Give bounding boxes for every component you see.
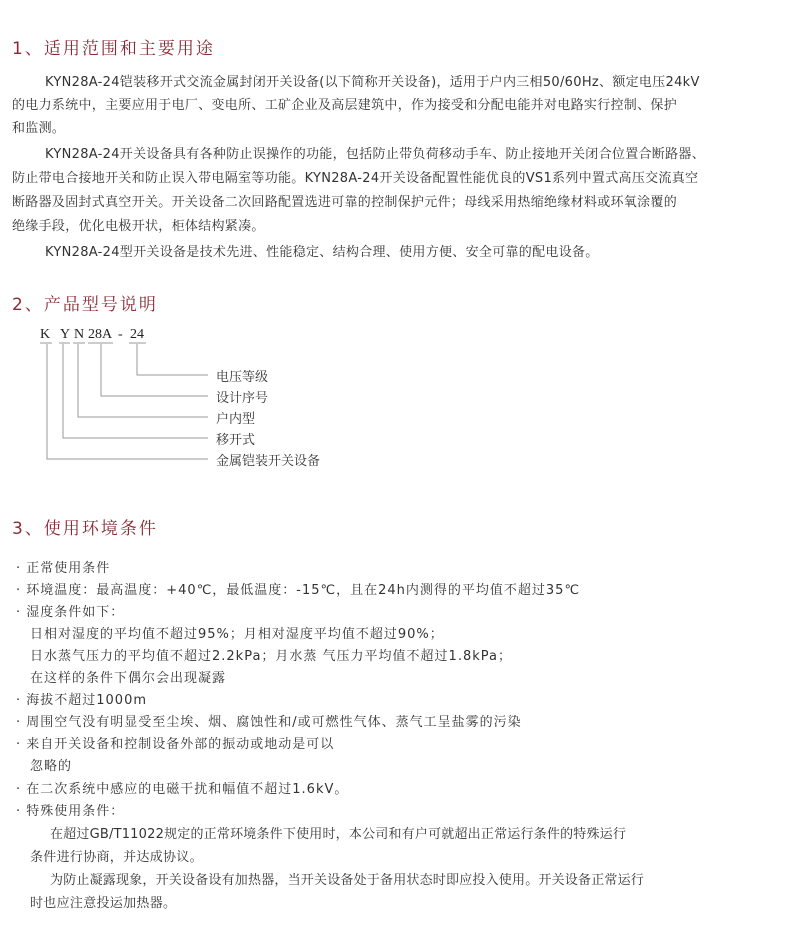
model-code-svg xyxy=(0,320,400,480)
section-1-title: 1、适用范围和主要用途 xyxy=(12,39,215,59)
condition-vibration: · 来自开关设备和控制设备外部的振动或地动是可以 xyxy=(16,737,335,752)
label-metal-clad: 金属铠装开关设备 xyxy=(216,454,321,469)
condition-vibration-cont: 忽略的 xyxy=(30,759,73,774)
section-1-para-1-line-2: 的电力系统中，主要应用于电厂、变电所、工矿企业及高层建筑中，作为接受和分配电能并对电路实行控制、保护 xyxy=(12,98,678,113)
section-1-para-2-line-1: KYN28A-24开关设备具有各种防止误操作的功能，包括防止带负荷移动手车、防止接地开关闭合位置合断路器、 xyxy=(45,147,706,162)
model-code-diagram xyxy=(0,320,400,480)
code-n: N xyxy=(74,327,85,342)
label-withdrawable: 移开式 xyxy=(216,433,256,448)
connector-24 xyxy=(137,344,208,375)
special-para-2-line-1: 为防止凝露现象，开关设备设有加热器，当开关设备处于备用状态时即应投入使用。开关设备正常运行 xyxy=(50,873,645,888)
connector-28a xyxy=(101,344,208,396)
condition-altitude: · 海拔不超过1000m xyxy=(16,693,148,708)
condition-emi: · 在二次系统中感应的电磁干扰和幅值不超过1.6kV。 xyxy=(16,782,349,797)
condition-air: · 周围空气没有明显受至尘埃、烟、腐蚀性和/或可燃性气体、蒸气工呈盐雾的污染 xyxy=(16,715,522,730)
condition-normal: · 正常使用条件 xyxy=(16,561,111,576)
condition-temperature: · 环境温度：最高温度：+40℃，最低温度：-15℃，且在24h内测得的平均值不超过35℃ xyxy=(16,583,581,598)
section-1-para-2-line-4: 绝缘手段，优化电极开状，柜体结构紧凑。 xyxy=(12,219,265,234)
connector-n xyxy=(78,344,208,417)
condition-humidity: · 湿度条件如下： xyxy=(16,605,125,620)
humidity-detail-2: 日水蒸气压力的平均值不超过2.2kPa；月水蒸 气压力平均值不超过1.8kPa； xyxy=(30,649,512,664)
code-y: Y xyxy=(60,327,71,342)
section-1-para-1-line-3: 和监测。 xyxy=(12,121,66,136)
section-1-para-2-line-3: 断路器及固封式真空开关。开关设备二次回路配置选进可靠的控制保护元件；母线采用热缩绝缘材料或环氧涂覆的 xyxy=(12,195,678,210)
code-dash: - xyxy=(118,327,123,342)
connector-y xyxy=(63,344,208,438)
code-k: K xyxy=(40,327,51,342)
section-1-para-1-line-1: KYN28A-24铠装移开式交流金属封闭开关设备(以下简称开关设备)，适用于户内三相50/60Hz、额定电压24kV xyxy=(45,75,700,90)
code-24: 24 xyxy=(130,327,144,342)
section-2-title: 2、产品型号说明 xyxy=(12,295,158,315)
label-indoor-type: 户内型 xyxy=(216,412,256,427)
condition-special: · 特殊使用条件： xyxy=(16,804,125,819)
section-1-para-2-line-2: 防止带电合接地开关和防止误入带电隔室等功能。KYN28A-24开关设备配置性能优良的VS1系列中置式高压交流真空 xyxy=(12,171,699,186)
special-para-1-line-2: 条件进行协商，并达成协议。 xyxy=(30,850,203,865)
label-design-serial: 设计序号 xyxy=(216,391,269,406)
section-1-para-3-line-1: KYN28A-24型开关设备是技术先进、性能稳定、结构合理、使用方便、安全可靠的配电设备。 xyxy=(45,245,599,260)
humidity-detail-3: 在这样的条件下偶尔会出现凝露 xyxy=(30,671,227,686)
code-28a: 28A xyxy=(88,327,113,342)
connector-k xyxy=(47,344,208,459)
special-para-2-line-2: 时也应注意投运加热器。 xyxy=(30,896,177,911)
humidity-detail-1: 日相对湿度的平均值不超过95%；月相对湿度平均值不超过90%； xyxy=(30,627,444,642)
section-3-title: 3、使用环境条件 xyxy=(12,519,158,539)
label-voltage-level: 电压等级 xyxy=(216,370,269,385)
special-para-1-line-1: 在超过GB/T11022规定的正常环境条件下使用时，本公司和有户可就超出正常运行条件的特殊运行 xyxy=(50,827,627,842)
